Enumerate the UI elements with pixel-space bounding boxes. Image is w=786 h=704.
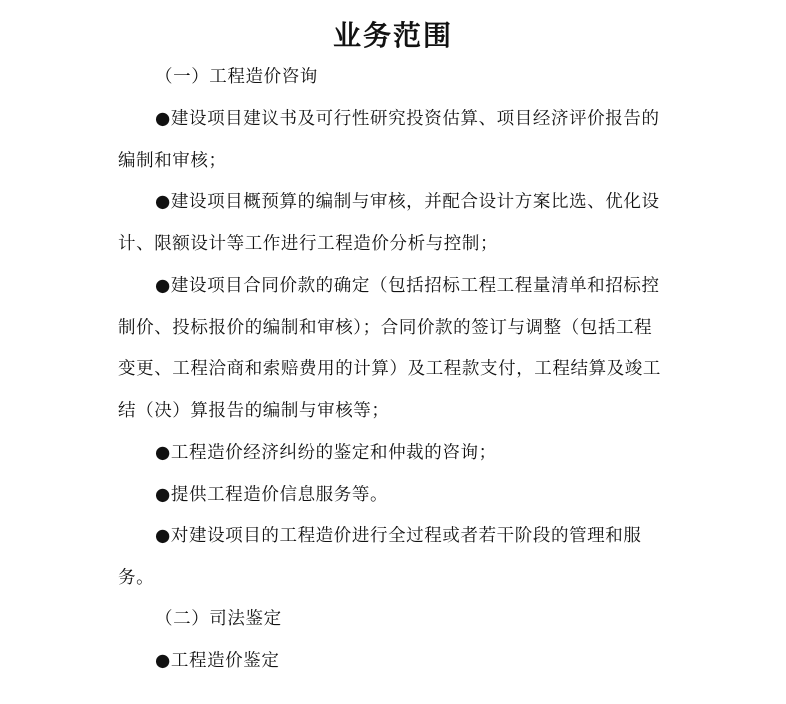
paragraph-line: 务。	[118, 568, 155, 588]
page-title: 业务范围	[332, 19, 453, 52]
paragraph-line: 结（决）算报告的编制与审核等；	[118, 401, 390, 421]
paragraph-line: ●建设项目合同价款的确定（包括招标工程工程量清单和招标控	[155, 276, 660, 296]
paragraph-line: 编制和审核；	[118, 151, 227, 171]
paragraph-line: 变更、工程洽商和索赔费用的计算）及工程款支付，工程结算及竣工	[118, 359, 661, 379]
section-heading-judicial-appraisal: （二）司法鉴定	[155, 609, 282, 629]
paragraph-line: ●对建设项目的工程造价进行全过程或者若干阶段的管理和服	[155, 526, 642, 546]
paragraph-line: ●建设项目概预算的编制与审核，并配合设计方案比选、优化设	[155, 192, 660, 212]
paragraph-line: 计、限额设计等工作进行工程造价分析与控制；	[118, 234, 499, 254]
paragraph-line: ●提供工程造价信息服务等。	[155, 485, 389, 505]
paragraph-line: 制价、投标报价的编制和审核）；合同价款的签订与调整（包括工程	[118, 318, 653, 338]
paragraph-line: ●工程造价经济纠纷的鉴定和仲裁的咨询；	[155, 443, 497, 463]
paragraph-line: ●建设项目建议书及可行性研究投资估算、项目经济评价报告的	[155, 109, 660, 129]
paragraph-line: ●工程造价鉴定	[155, 651, 280, 671]
section-heading-cost-consulting: （一）工程造价咨询	[155, 67, 318, 87]
